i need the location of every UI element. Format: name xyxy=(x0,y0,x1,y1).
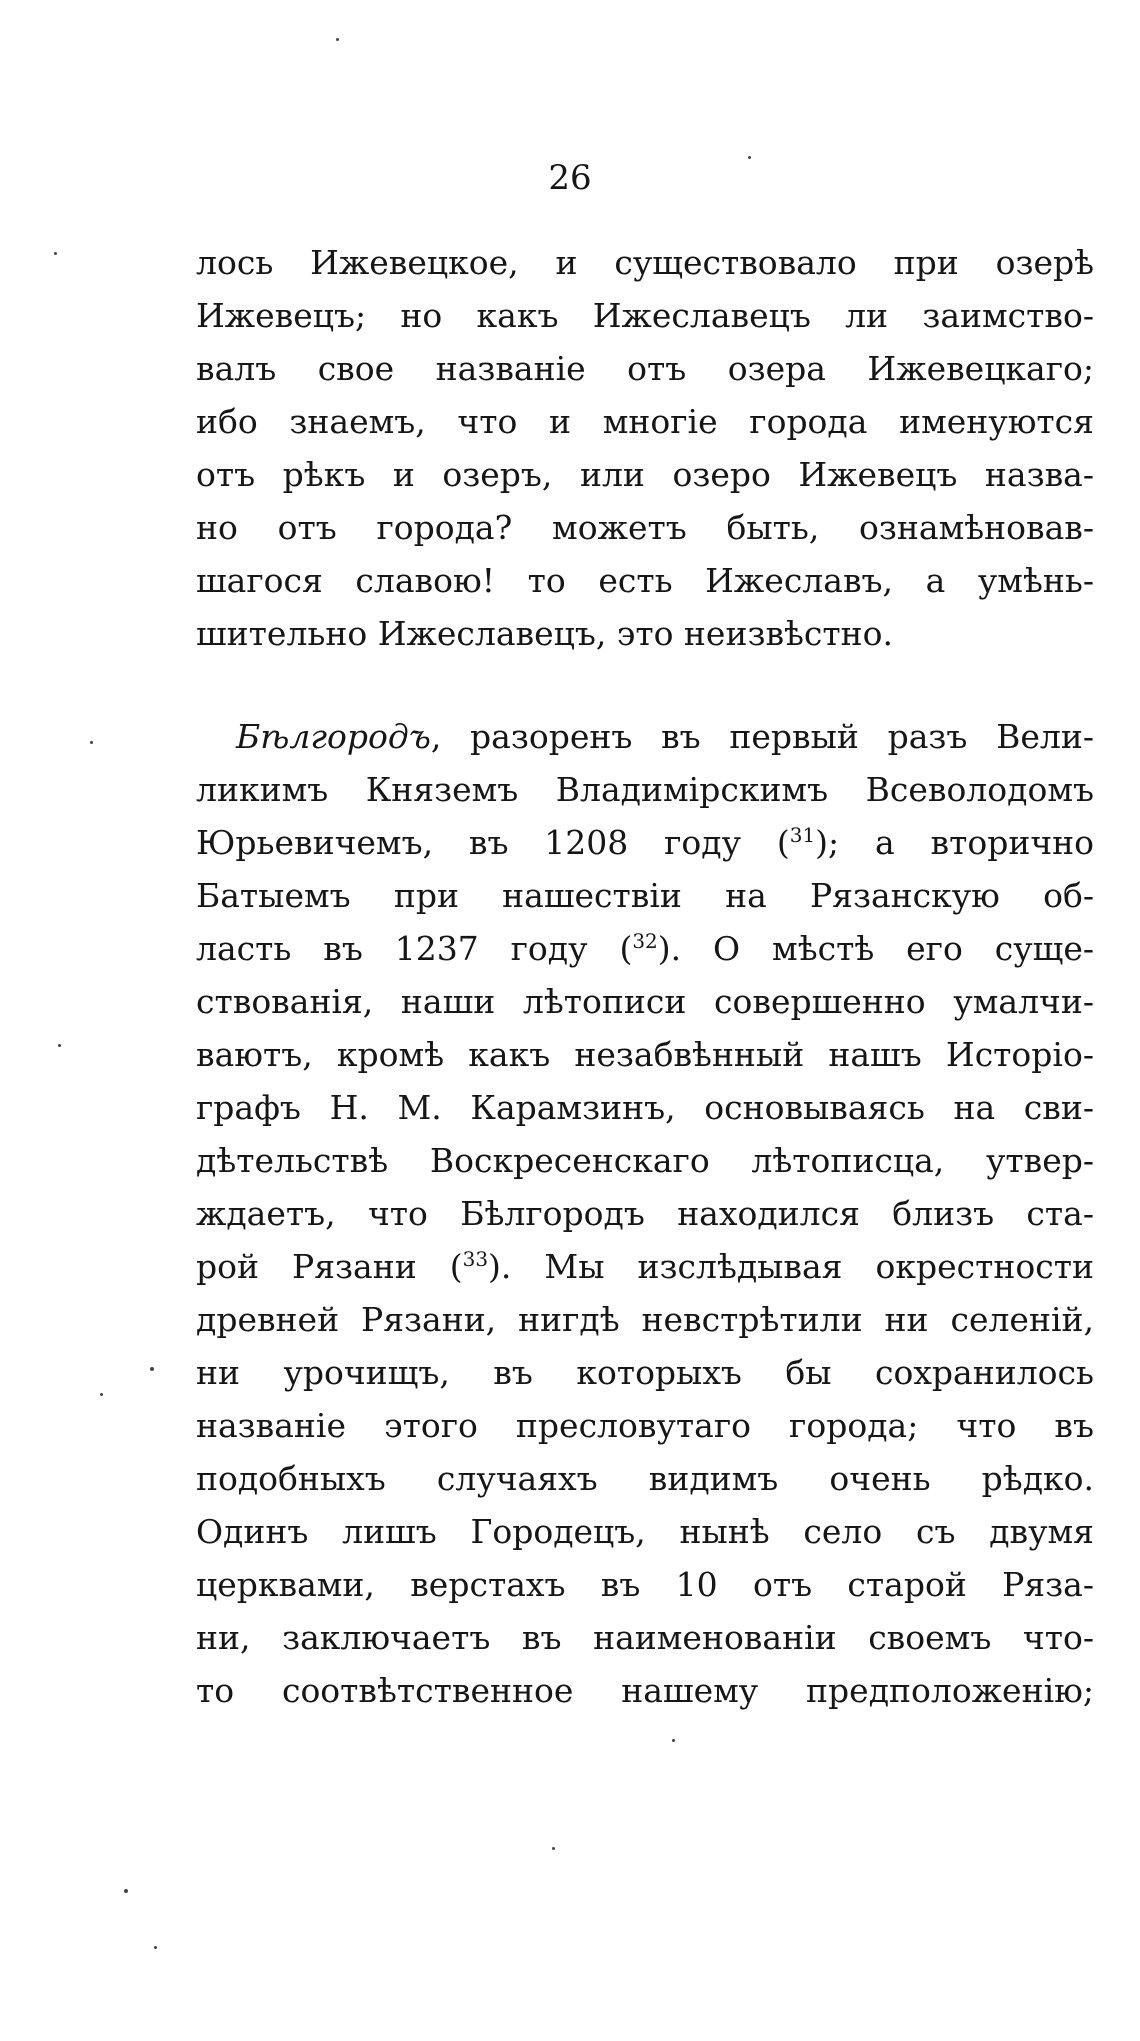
text-line: то соотвѣтственное нашему предположенію; xyxy=(196,1671,1094,1710)
text-span: ). О мѣстѣ его суще- xyxy=(657,929,1095,968)
scan-speck xyxy=(124,1889,128,1893)
scan-speck xyxy=(748,156,751,159)
text-line: названіе этого пресловутаго города; что въ xyxy=(196,1406,1094,1445)
scan-speck xyxy=(154,1946,157,1949)
text-line xyxy=(196,816,1094,869)
text-line: ни, заключаетъ въ наименованіи своемъ что- xyxy=(196,1618,1094,1657)
text-span: ласть въ 1237 году ( xyxy=(196,929,633,968)
text-line: лось Ижевецкое, и существовало при озерѣ xyxy=(196,243,1094,282)
text-span: Юрьевичемъ, въ 1208 году ( xyxy=(196,823,790,862)
text-line: ибо знаемъ, что и многіе города именуются xyxy=(196,402,1094,441)
scan-speck xyxy=(336,38,339,41)
footnote-ref: 33 xyxy=(462,1247,489,1271)
scan-speck xyxy=(100,1393,103,1396)
text-line: Одинъ лишъ Городецъ, нынѣ село съ двумя xyxy=(196,1512,1094,1551)
text-line: валъ свое названіе отъ озера Ижевецкаго; xyxy=(196,349,1094,388)
scan-speck xyxy=(672,1739,675,1742)
text-line xyxy=(196,922,1094,975)
scan-speck xyxy=(54,252,57,255)
text-line: ждаетъ, что Бѣлгородъ находился близъ ста- xyxy=(196,1194,1094,1233)
footnote-ref: 31 xyxy=(789,823,816,847)
text-line: древней Рязани, нигдѣ невстрѣтили ни селеній, xyxy=(196,1300,1094,1339)
text-span: рой Рязани ( xyxy=(196,1247,463,1286)
text-line: но отъ города? можетъ быть, ознамѣновав- xyxy=(196,508,1094,547)
paragraph-2 xyxy=(196,710,1094,1717)
text-line: ствованія, наши лѣтописи совершенно умалчи- xyxy=(196,982,1094,1021)
page-number: 26 xyxy=(548,158,592,198)
text-line xyxy=(196,710,1094,763)
text-line: графъ Н. М. Карамзинъ, основываясь на сви- xyxy=(196,1088,1094,1127)
scan-speck xyxy=(90,741,93,744)
text-line: церквами, верстахъ въ 10 отъ старой Ряза- xyxy=(196,1565,1094,1604)
emphasized-word: Бѣлгородъ xyxy=(236,717,431,756)
text-line: ваютъ, кромѣ какъ незабвѣнный нашъ Исторіо- xyxy=(196,1035,1094,1074)
footnote-ref: 32 xyxy=(632,929,658,953)
text-line: отъ рѣкъ и озеръ, или озеро Ижевецъ назва- xyxy=(196,455,1094,494)
text-line: шительно Ижеславецъ, это неизвѣстно. xyxy=(196,614,894,653)
text-line: дѣтельствѣ Воскресенскаго лѣтописца, утвер- xyxy=(196,1141,1094,1180)
text-line: ни урочищъ, въ которыхъ бы сохранилось xyxy=(196,1353,1094,1392)
scan-speck xyxy=(552,1847,555,1850)
scan-speck xyxy=(150,1367,154,1371)
scan-speck xyxy=(58,1044,61,1047)
text-line: Батыемъ при нашествіи на Рязанскую об- xyxy=(196,876,1094,915)
text-line: Ижевецъ; но какъ Ижеславецъ ли заимство- xyxy=(196,296,1094,335)
text-line: подобныхъ случаяхъ видимъ очень рѣдко. xyxy=(196,1459,1094,1498)
text-line xyxy=(196,1240,1094,1293)
text-span: ). Мы изслѣдывая окрестности xyxy=(488,1247,1094,1286)
text-line: шагося славою! то есть Ижеславъ, а умѣнь- xyxy=(196,561,1094,600)
paragraph-1 xyxy=(196,236,1094,660)
text-line: ликимъ Княземъ Владимірскимъ Всеволодомъ xyxy=(196,770,1094,809)
text-span: , разоренъ въ первый разъ Вели- xyxy=(430,717,1094,756)
text-span: ); а вторично xyxy=(815,823,1094,862)
